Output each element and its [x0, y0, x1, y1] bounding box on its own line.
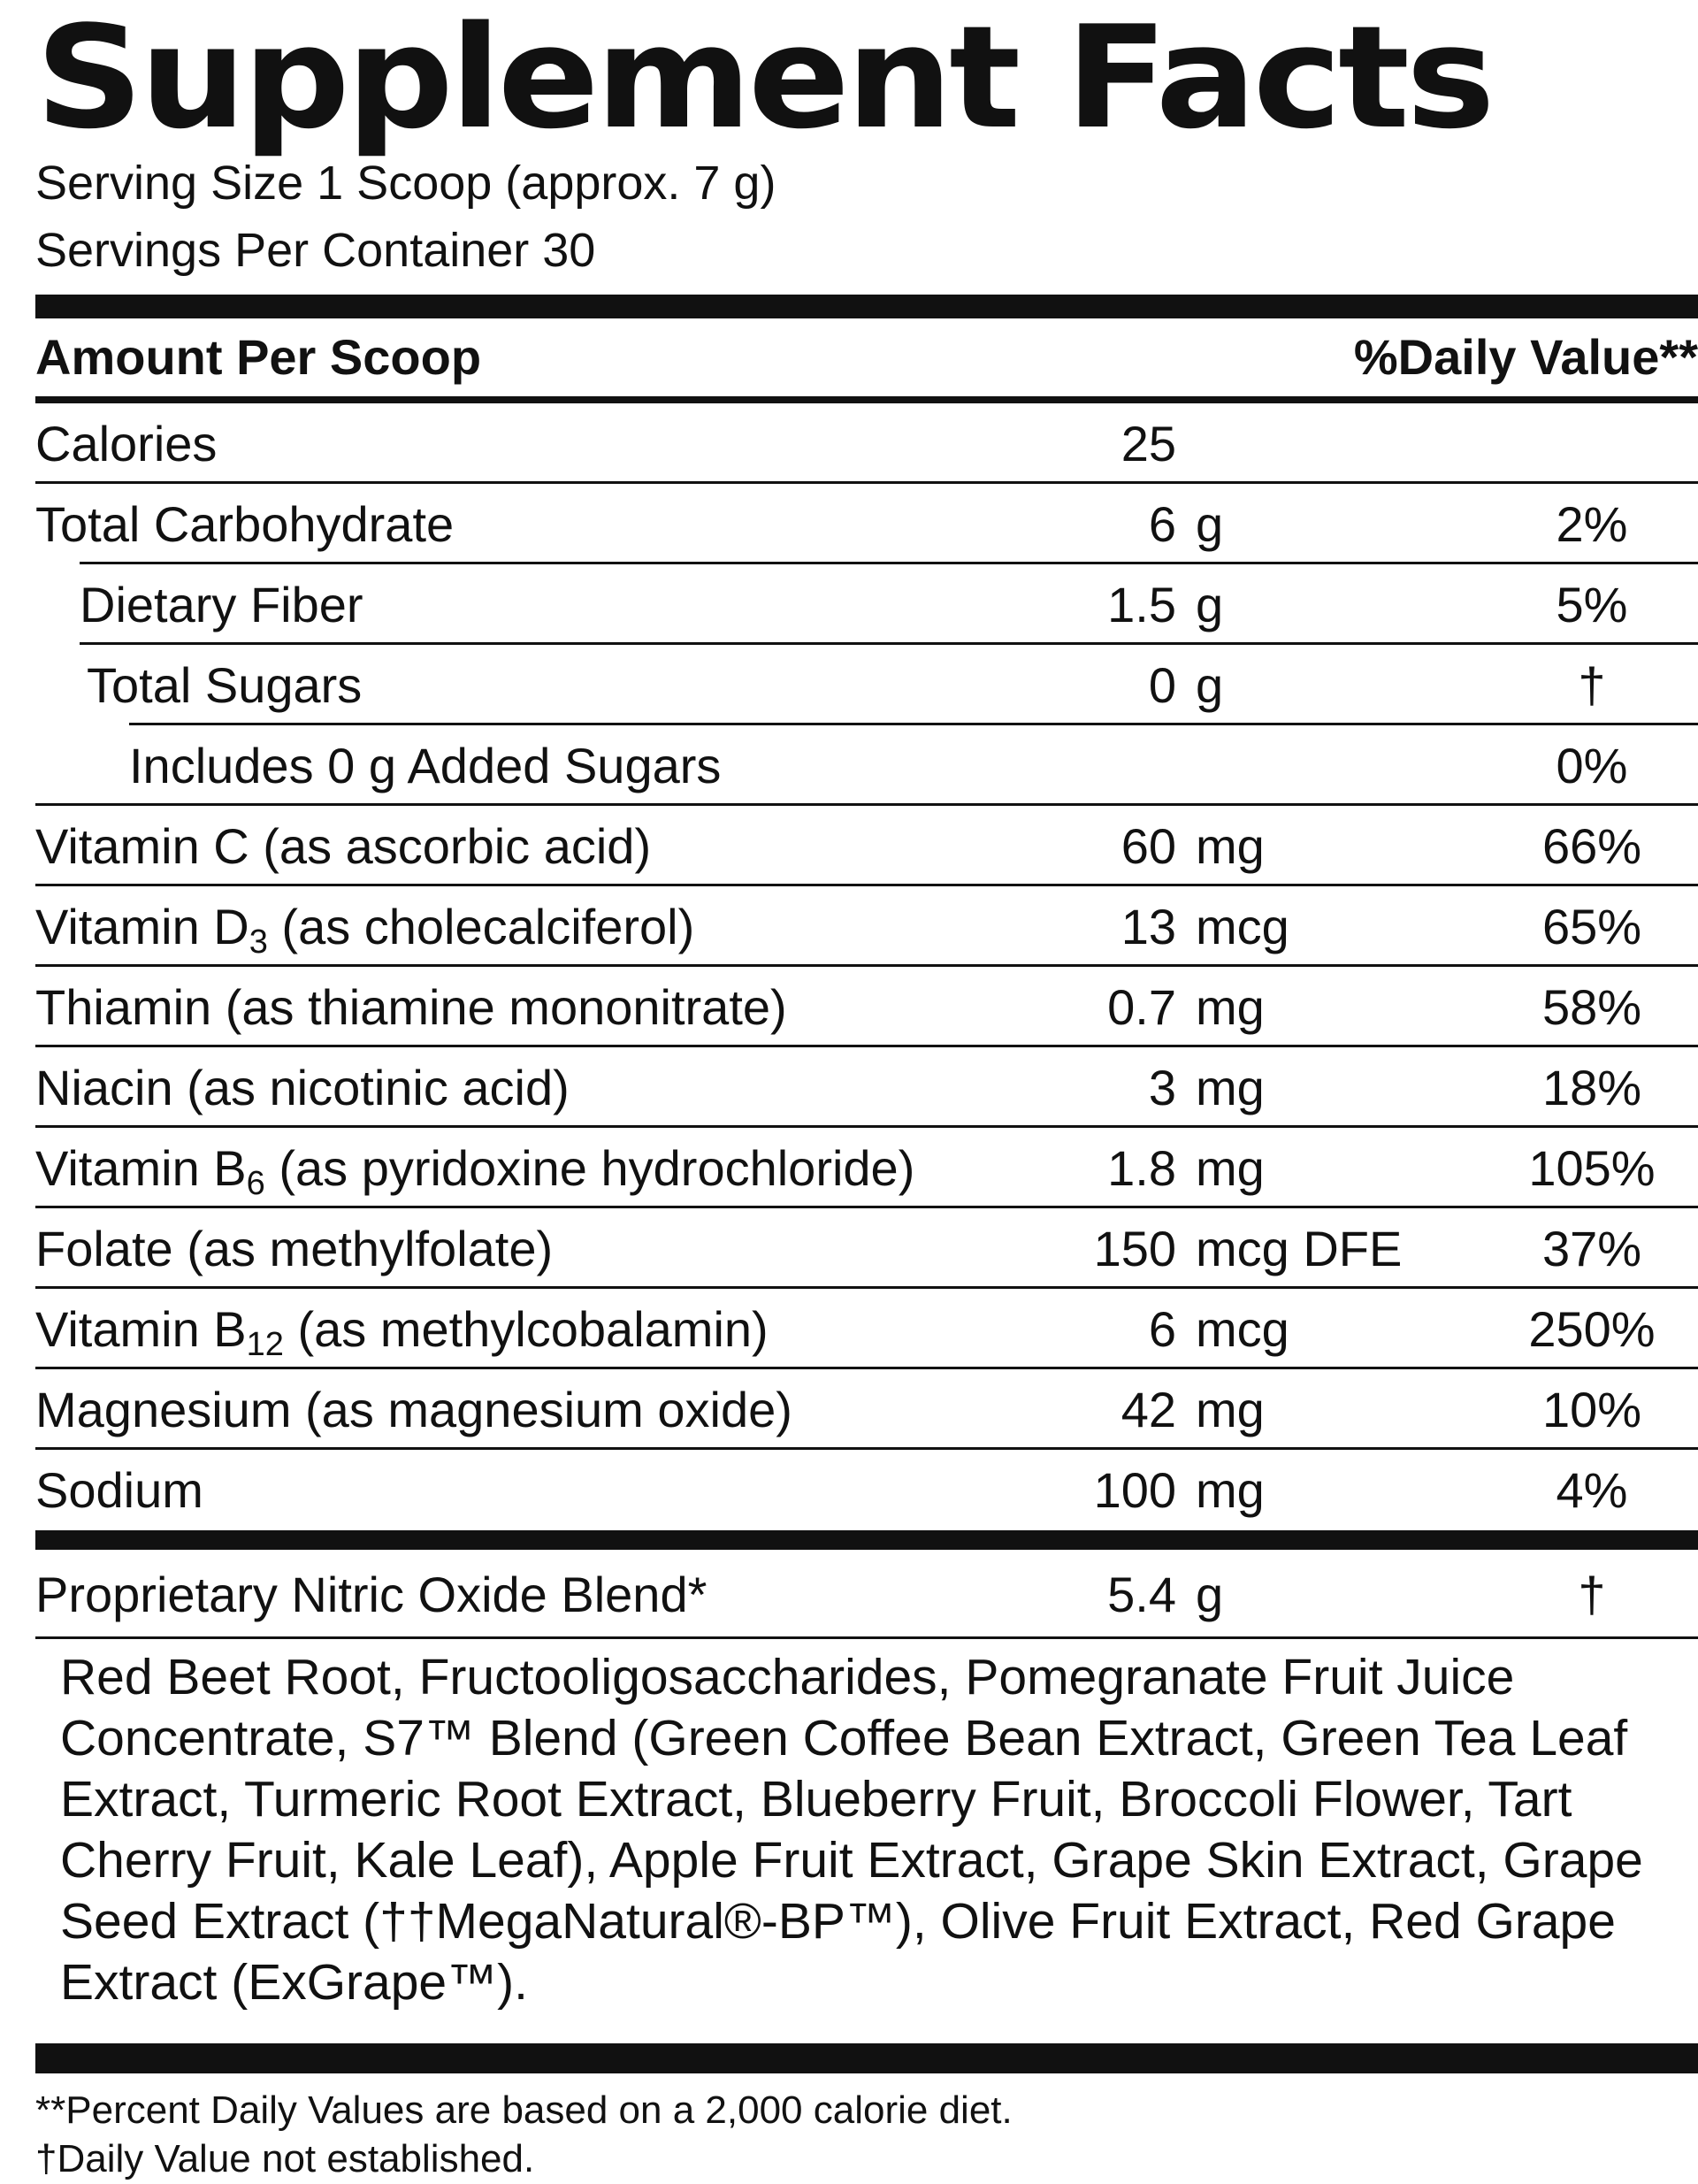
- nutrient-name-main: Vitamin B: [35, 1301, 247, 1357]
- nutrient-unit: mcg DFE: [1196, 1221, 1403, 1276]
- nutrient-unit: mg: [1196, 979, 1265, 1035]
- nutrient-row: [35, 484, 1698, 564]
- nutrient-amount: 1.8: [1107, 1140, 1176, 1196]
- serving-size: Serving Size 1 Scoop (approx. 7 g): [35, 157, 776, 210]
- nutrient-amount: 25: [1121, 416, 1176, 471]
- nutrient-row: [35, 1208, 1698, 1289]
- nutrient-name: Vitamin C (as ascorbic acid): [35, 818, 652, 874]
- nutrient-name: Includes 0 g Added Sugars: [129, 738, 722, 793]
- nutrient-name: Total Sugars: [87, 657, 363, 713]
- nutrient-name: Niacin (as nicotinic acid): [35, 1060, 570, 1115]
- top-thick-rule: [35, 295, 1698, 318]
- nutrient-name-main: Vitamin B: [35, 1140, 247, 1196]
- nutrient-daily-value: 4%: [1556, 1462, 1628, 1518]
- blend-amount: 5.4: [1107, 1567, 1176, 1622]
- panel-title: Supplement Facts: [35, 0, 1492, 160]
- nutrient-daily-value: 10%: [1541, 1382, 1642, 1437]
- nutrient-unit: mg: [1196, 1382, 1265, 1437]
- nutrient-name-subscript: 12: [246, 1326, 284, 1363]
- nutrient-unit: g: [1196, 577, 1224, 632]
- nutrient-name-subscript: 6: [246, 1165, 265, 1202]
- nutrient-name: [35, 1289, 769, 1369]
- nutrient-unit: mg: [1196, 1140, 1265, 1196]
- blend-ingredients: Red Beet Root, Fructooligosaccharides, Pomegranate Fruit Juice Concentrate, S7™ Blend (Green Coffee Bean Extract, Green Tea Leaf Extract, Turmeric Root Extract, Blueberry Fruit, Broccoli Flower, Tart Cherry Fruit, Kale Leaf), Apple Fruit Extract, Grape Skin Extract, Grape Seed Extract (††MegaNatural®-BP™), Olive Fruit Extract, Red Grape Extract (ExGrape™).: [60, 1649, 1643, 2011]
- nutrient-row: [35, 1450, 1698, 1530]
- bottom-thick-rule: [35, 2043, 1698, 2073]
- nutrient-daily-value: [1468, 403, 1698, 484]
- servings-per-container: Servings Per Container 30: [35, 224, 596, 277]
- nutrient-row: [35, 564, 1698, 645]
- nutrient-amount: 0.7: [1107, 979, 1176, 1035]
- nutrient-row: [35, 1128, 1698, 1208]
- nutrient-name: [35, 886, 694, 967]
- nutrient-name-form: (as cholecalciferol): [267, 899, 695, 954]
- nutrient-row: [35, 725, 1698, 806]
- supplement-facts-panel: [35, 0, 1698, 2181]
- nutrient-amount: 0: [1148, 657, 1176, 713]
- nutrient-row: [35, 403, 1698, 484]
- blend-name: Proprietary Nitric Oxide Blend*: [35, 1567, 708, 1622]
- nutrient-name: Calories: [35, 416, 218, 471]
- nutrient-row: [35, 1369, 1698, 1450]
- nutrient-unit: mcg: [1196, 1301, 1289, 1357]
- nutrient-daily-value: 5%: [1556, 577, 1628, 632]
- nutrient-name-form: (as methylcobalamin): [283, 1301, 769, 1357]
- nutrient-daily-value: 105%: [1528, 1140, 1656, 1196]
- nutrient-name: [35, 1128, 914, 1208]
- amount-per-scoop-header: Amount Per Scoop: [35, 329, 482, 385]
- nutrient-unit: mg: [1196, 818, 1265, 874]
- nutrient-daily-value: 18%: [1541, 1060, 1642, 1115]
- nutrient-row: [35, 1289, 1698, 1369]
- nutrient-unit: g: [1196, 496, 1224, 552]
- blend-row: [35, 1550, 1698, 1639]
- dagger-footnote: †Daily Value not established.: [35, 2137, 535, 2180]
- nutrient-name: Total Carbohydrate: [35, 496, 455, 552]
- blend-dv: †: [1578, 1567, 1606, 1622]
- nutrient-daily-value: 58%: [1541, 979, 1642, 1035]
- nutrient-daily-value: 2%: [1556, 496, 1628, 552]
- daily-value-header: %Daily Value**: [1353, 329, 1698, 385]
- nutrient-name: Thiamin (as thiamine mononitrate): [35, 979, 787, 1035]
- nutrient-daily-value: 0%: [1556, 738, 1628, 793]
- nutrient-unit: mg: [1196, 1060, 1265, 1115]
- nutrient-row: [35, 645, 1698, 725]
- nutrient-name: Magnesium (as magnesium oxide): [35, 1382, 792, 1437]
- nutrient-row: [35, 806, 1698, 886]
- nutrient-amount: 6: [1148, 1301, 1176, 1357]
- nutrient-amount: 42: [1121, 1382, 1176, 1437]
- nutrient-daily-value: 37%: [1541, 1221, 1642, 1276]
- blend-rule: [35, 1636, 1698, 1639]
- nutrient-row: [35, 886, 1698, 967]
- nutrient-daily-value: 250%: [1528, 1301, 1656, 1357]
- nutrient-amount: [955, 725, 1176, 806]
- nutrient-daily-value: 66%: [1541, 818, 1642, 874]
- nutrient-name-form: (as pyridoxine hydrochloride): [264, 1140, 915, 1196]
- nutrient-daily-value: †: [1578, 657, 1606, 713]
- blend-thick-rule: [35, 1530, 1698, 1550]
- nutrient-name-subscript: 3: [249, 923, 268, 961]
- header-rule: [35, 396, 1698, 403]
- nutrient-daily-value: 65%: [1541, 899, 1642, 954]
- nutrient-amount: 13: [1121, 899, 1176, 954]
- nutrient-amount: 3: [1148, 1060, 1176, 1115]
- nutrient-amount: 60: [1121, 818, 1176, 874]
- nutrient-amount: 100: [1093, 1462, 1176, 1518]
- nutrient-amount: 150: [1093, 1221, 1176, 1276]
- nutrient-unit: mg: [1196, 1462, 1265, 1518]
- nutrient-name-main: Vitamin D: [35, 899, 249, 954]
- nutrient-row: [35, 1047, 1698, 1128]
- nutrient-name: Dietary Fiber: [80, 577, 363, 632]
- nutrient-name: Sodium: [35, 1462, 203, 1518]
- nutrient-name: Folate (as methylfolate): [35, 1221, 554, 1276]
- nutrient-unit: g: [1196, 657, 1224, 713]
- nutrient-amount: 6: [1148, 496, 1176, 552]
- daily-value-footnote: **Percent Daily Values are based on a 2,000 calorie diet.: [35, 2088, 1013, 2132]
- nutrient-unit: mcg: [1196, 899, 1289, 954]
- nutrient-row: [35, 967, 1698, 1047]
- blend-unit: g: [1196, 1567, 1224, 1622]
- nutrient-amount: 1.5: [1107, 577, 1176, 632]
